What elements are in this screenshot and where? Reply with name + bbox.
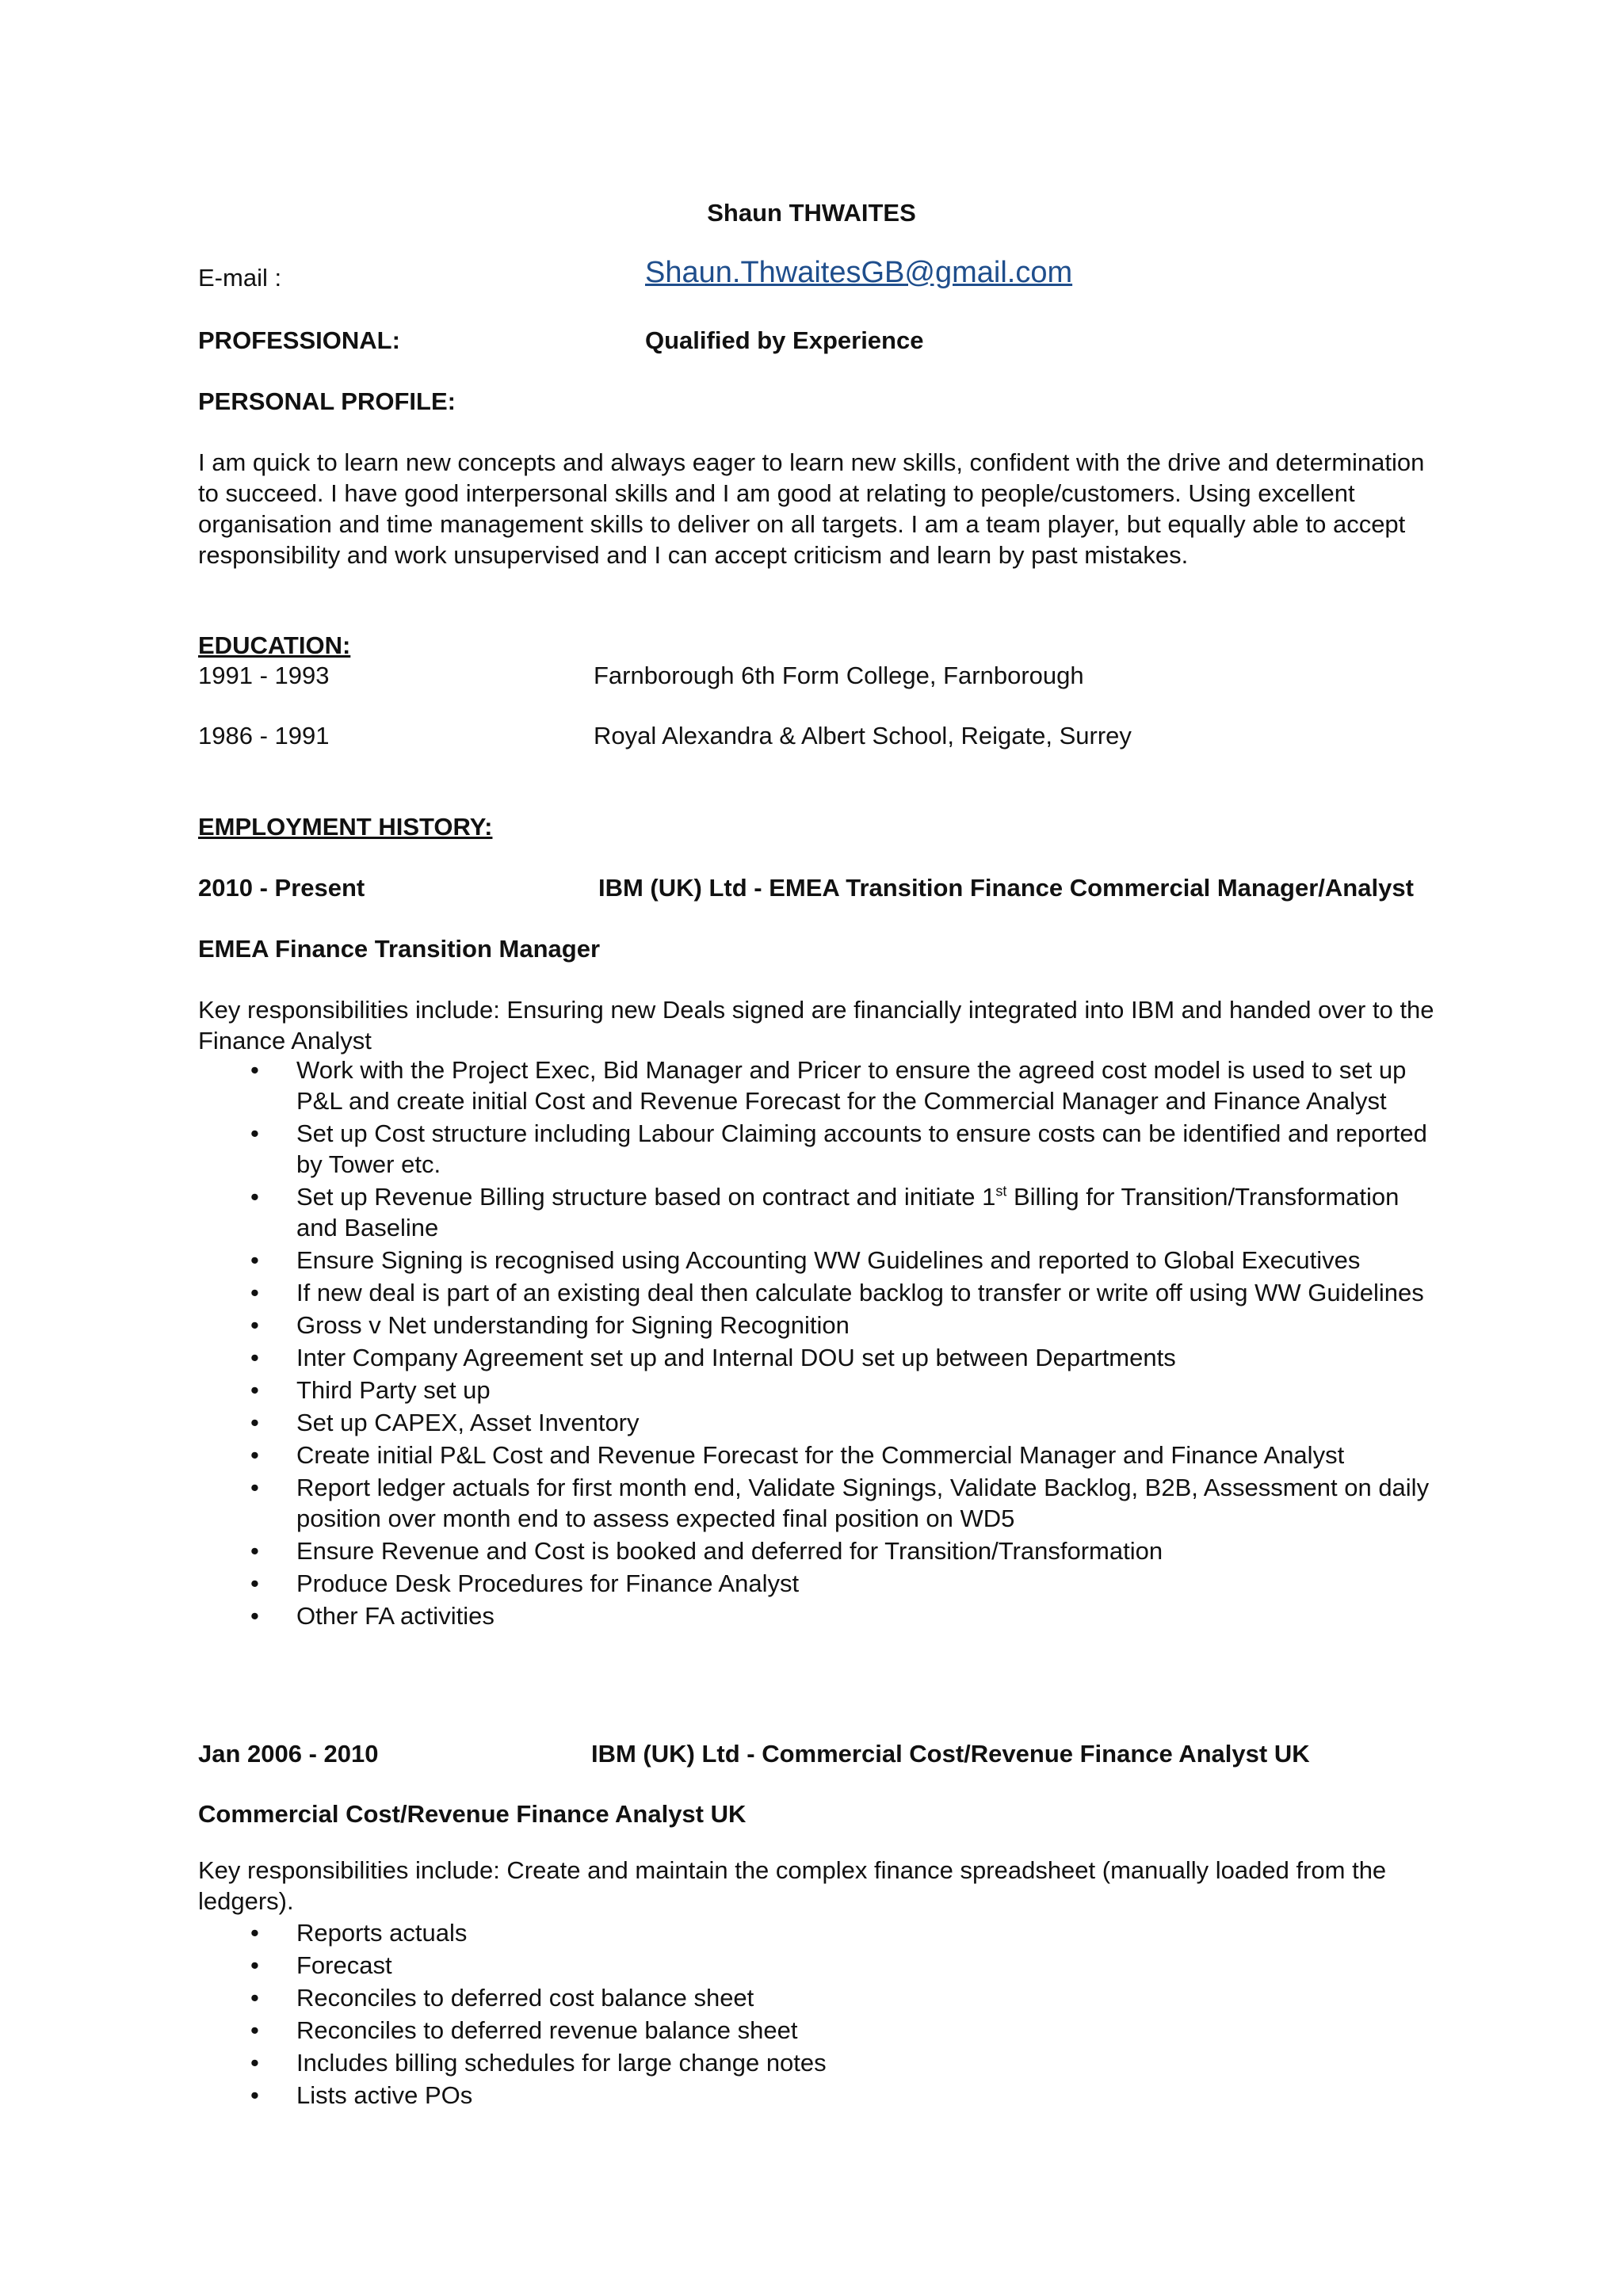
list-item: • Ensure Signing is recognised using Accounting WW Guidelines and reported to Global Executives <box>198 1245 1442 1276</box>
list-item: • Produce Desk Procedures for Finance Analyst <box>198 1568 1442 1599</box>
email-label: E-mail : <box>198 264 282 292</box>
professional-label: PROFESSIONAL: <box>198 326 400 354</box>
list-item: • Inter Company Agreement set up and Internal DOU set up between Departments <box>198 1342 1442 1373</box>
superscript: st <box>995 1183 1007 1199</box>
job-intro: Key responsibilities include: Ensuring new Deals signed are financially integrated into IBM and handed over to the Finance Analyst <box>198 996 1434 1055</box>
list-item: • Lists active POs <box>198 2080 1442 2111</box>
job-company: IBM (UK) Ltd - Commercial Cost/Revenue Finance Analyst UK <box>591 1740 1310 1768</box>
list-item: • Ensure Revenue and Cost is booked and deferred for Transition/Transformation <box>198 1535 1442 1566</box>
list-item: • Reports actuals <box>198 1917 1442 1948</box>
list-item: • Reconciles to deferred revenue balance sheet <box>198 2015 1442 2046</box>
email-link[interactable]: Shaun.ThwaitesGB@gmail.com <box>645 256 1073 289</box>
list-item: • Forecast <box>198 1950 1442 1981</box>
employment-heading: EMPLOYMENT HISTORY: <box>198 813 493 841</box>
list-item: • Report ledger actuals for first month end, Validate Signings, Validate Backlog, B2B, Assessment on daily position over month end to assess expected final position on WD5 <box>198 1472 1442 1534</box>
personal-profile-text: I am quick to learn new concepts and always eager to learn new skills, confident with the drive and determination to succeed. I have good interpersonal skills and I am good at relating to people/customers. Using excellent organisation and time management skills to deliver on all targets. I am a team player, but equally able to accept responsibility and work unsupervised and I can accept criticism and learn by past mistakes. <box>198 448 1425 569</box>
job-responsibilities-list <box>198 1055 1442 1631</box>
education-years: 1991 - 1993 <box>198 662 330 689</box>
job-responsibilities-list <box>198 1917 1442 2111</box>
personal-profile-heading: PERSONAL PROFILE: <box>198 387 456 415</box>
list-item: • Set up CAPEX, Asset Inventory <box>198 1407 1442 1438</box>
list-item-text: Set up Revenue Billing structure based on contract and initiate 1 <box>296 1183 996 1211</box>
list-item: • Gross v Net understanding for Signing Recognition <box>198 1310 1442 1341</box>
education-school: Royal Alexandra & Albert School, Reigate, Surrey <box>594 722 1132 749</box>
job-intro: Key responsibilities include: Create and maintain the complex finance spreadsheet (manually loaded from the ledgers). <box>198 1856 1387 1915</box>
job-role: EMEA Finance Transition Manager <box>198 935 601 963</box>
list-item: • If new deal is part of an existing deal then calculate backlog to transfer or write off using WW Guidelines <box>198 1277 1442 1308</box>
list-item <box>198 1181 1442 1243</box>
job-dates: 2010 - Present <box>198 874 365 902</box>
education-school: Farnborough 6th Form College, Farnborough <box>594 662 1084 689</box>
job-company: IBM (UK) Ltd - EMEA Transition Finance Commercial Manager/Analyst <box>598 874 1414 902</box>
list-item: • Other FA activities <box>198 1600 1442 1631</box>
list-item: • Reconciles to deferred cost balance sheet <box>198 1982 1442 2013</box>
list-item: • Includes billing schedules for large change notes <box>198 2047 1442 2078</box>
education-heading: EDUCATION: <box>198 631 351 659</box>
list-item: • Create initial P&L Cost and Revenue Forecast for the Commercial Manager and Finance Analyst <box>198 1440 1442 1470</box>
job-dates: Jan 2006 - 2010 <box>198 1740 379 1768</box>
job-role: Commercial Cost/Revenue Finance Analyst UK <box>198 1800 747 1828</box>
education-years: 1986 - 1991 <box>198 722 330 749</box>
list-item-text: Billing for Transition/Transformation and Baseline <box>296 1183 1400 1241</box>
list-item: • Set up Cost structure including Labour Claiming accounts to ensure costs can be identified and reported by Tower etc. <box>198 1118 1442 1180</box>
candidate-name: Shaun THWAITES <box>707 199 916 227</box>
professional-value: Qualified by Experience <box>645 326 924 354</box>
list-item: • Work with the Project Exec, Bid Manager and Pricer to ensure the agreed cost model is used to set up P&L and create initial Cost and Revenue Forecast for the Commercial Manager and Finance Analyst <box>198 1055 1442 1116</box>
list-item: • Third Party set up <box>198 1375 1442 1405</box>
